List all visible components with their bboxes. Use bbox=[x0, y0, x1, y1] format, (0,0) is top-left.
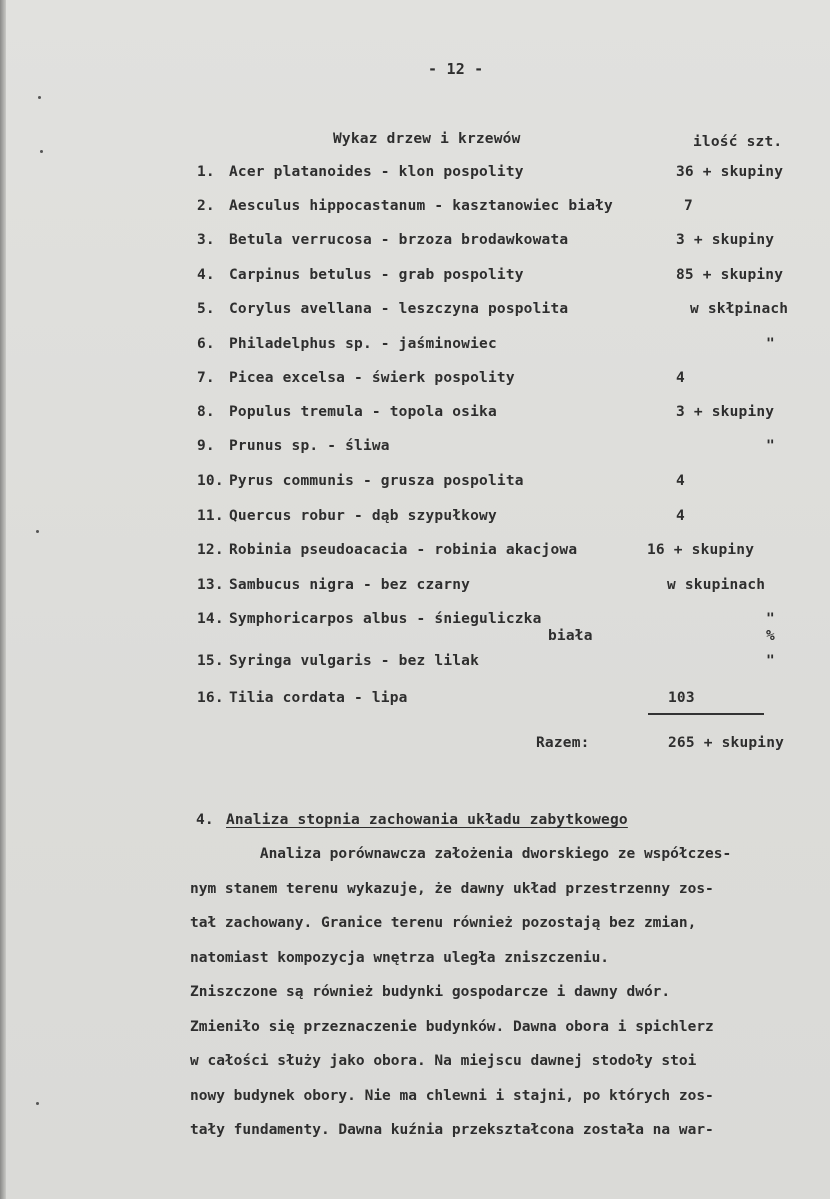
row-number: 10. bbox=[197, 473, 224, 489]
row-number: 4. bbox=[197, 267, 215, 283]
paragraph-line: nowy budynek obory. Nie ma chlewni i stajni, po których zos- bbox=[190, 1087, 714, 1104]
row-species-name: Picea excelsa - świerk pospolity bbox=[229, 370, 515, 386]
row-quantity: 3 + skupiny bbox=[676, 404, 775, 420]
row-species-name: Corylus avellana - leszczyna pospolita bbox=[229, 301, 569, 317]
row-quantity: " bbox=[766, 611, 775, 627]
row-species-name: Betula verrucosa - brzoza brodawkowata bbox=[229, 232, 569, 248]
row-quantity: " bbox=[766, 438, 775, 454]
table-header-quantity: ilość szt. bbox=[693, 134, 783, 150]
row-species-name: Robinia pseudoacacia - robinia akacjowa bbox=[229, 542, 578, 558]
section-paragraph bbox=[190, 845, 810, 1156]
paragraph-line: w całości służy jako obora. Na miejscu dawnej stodoły stoi bbox=[190, 1053, 697, 1069]
row-number: 14. bbox=[197, 611, 224, 627]
paragraph-line: natomiast kompozycja wnętrza uległa zniszczeniu. bbox=[190, 949, 610, 966]
paragraph-line: Zniszczone są również budynki gospodarcze i dawny dwór. bbox=[190, 984, 671, 1000]
sum-rule bbox=[648, 713, 764, 715]
row-number: 12. bbox=[197, 542, 224, 558]
row-species-name: Carpinus betulus - grab pospolity bbox=[229, 267, 524, 283]
row-species-name: Populus tremula - topola osika bbox=[229, 404, 497, 420]
row-quantity: 36 + skupiny bbox=[676, 164, 784, 180]
scan-speck bbox=[40, 150, 43, 153]
row-number: 6. bbox=[197, 336, 215, 352]
row-quantity: 4 bbox=[676, 370, 685, 386]
row-quantity: 4 bbox=[676, 473, 685, 489]
paragraph-line: Analiza porównawcza założenia dworskiego ze współczes- bbox=[190, 846, 732, 862]
row-species-name: Sambucus nigra - bez czarny bbox=[229, 577, 471, 593]
row-species-name: Syringa vulgaris - bez lilak bbox=[229, 653, 480, 669]
row-species-name: Aesculus hippocastanum - kasztanowiec biały bbox=[229, 198, 613, 214]
row-number: 7. bbox=[197, 370, 215, 386]
paragraph-line: Zmieniło się przeznaczenie budynków. Dawna obora i spichlerz bbox=[190, 1018, 714, 1035]
row-number: 5. bbox=[197, 301, 215, 317]
row-number: 2. bbox=[197, 198, 215, 214]
page-number: - 12 - bbox=[428, 60, 484, 78]
row-species-name: Prunus sp. - śliwa bbox=[229, 438, 390, 454]
row-quantity: 4 bbox=[676, 508, 685, 524]
table-header-species: Wykaz drzew i krzewów bbox=[333, 131, 521, 147]
paragraph-line: tały fundamenty. Dawna kuźnia przekształcona została na war- bbox=[190, 1122, 714, 1138]
section-title: Analiza stopnia zachowania układu zabytkowego bbox=[226, 812, 628, 828]
row-species-name: Philadelphus sp. - jaśminowiec bbox=[229, 336, 497, 352]
row-quantity: 16 + skupiny bbox=[647, 542, 755, 558]
row-number: 13. bbox=[197, 577, 224, 593]
total-label: Razem: bbox=[536, 735, 590, 751]
row-number: 3. bbox=[197, 232, 215, 248]
paragraph-line: tał zachowany. Granice terenu również pozostają bez zmian, bbox=[190, 915, 697, 931]
row-species-name: Quercus robur - dąb szypułkowy bbox=[229, 508, 497, 524]
paragraph-line: nym stanem terenu wykazuje, że dawny układ przestrzenny zos- bbox=[190, 880, 714, 897]
scan-speck bbox=[38, 96, 41, 99]
row-number: 11. bbox=[197, 508, 224, 524]
row-species-name: Pyrus communis - grusza pospolita bbox=[229, 473, 524, 489]
row-number: 16. bbox=[197, 690, 224, 706]
row-species-name: Symphoricarpos albus - śnieguliczka bbox=[229, 611, 542, 627]
scan-speck bbox=[36, 1102, 39, 1105]
row-species-name: biała bbox=[548, 628, 593, 644]
total-value: 265 + skupiny bbox=[668, 735, 785, 751]
row-quantity: w skupinach bbox=[667, 577, 766, 593]
row-quantity: 103 bbox=[668, 690, 695, 706]
scan-speck bbox=[36, 530, 39, 533]
row-species-name: Acer platanoides - klon pospolity bbox=[229, 164, 524, 180]
row-quantity: 7 bbox=[684, 198, 693, 214]
row-number: 1. bbox=[197, 164, 215, 180]
row-number: 8. bbox=[197, 404, 215, 420]
row-quantity: w skłpinach bbox=[690, 301, 789, 317]
row-quantity: 3 + skupiny bbox=[676, 232, 775, 248]
row-species-name: Tilia cordata - lipa bbox=[229, 690, 408, 706]
row-quantity: 85 + skupiny bbox=[676, 267, 784, 283]
row-number: 15. bbox=[197, 653, 224, 669]
row-quantity: % bbox=[766, 628, 775, 644]
section-number: 4. bbox=[196, 812, 214, 828]
row-number: 9. bbox=[197, 438, 215, 454]
row-quantity: " bbox=[766, 336, 775, 352]
row-quantity: " bbox=[766, 653, 775, 669]
scan-edge bbox=[0, 0, 6, 1199]
